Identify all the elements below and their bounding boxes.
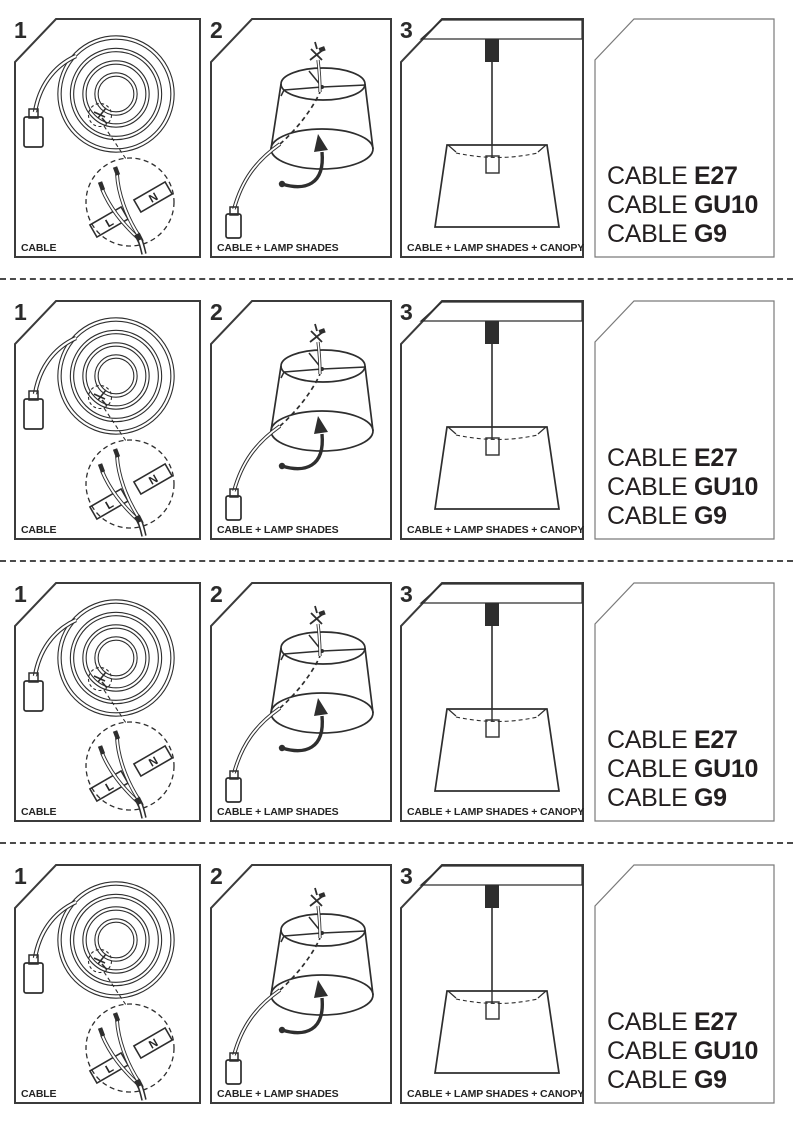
- step-number: 3: [400, 863, 413, 889]
- coiled-cable-drawing: [14, 300, 201, 540]
- panel-label: CABLE + LAMP SHADES + CANOPY: [407, 1088, 585, 1100]
- step-number: 1: [14, 17, 27, 43]
- cut-line-separator: [0, 842, 793, 844]
- step-number: 3: [400, 299, 413, 325]
- panel-cable: [14, 582, 201, 822]
- neutral-wire-tag-label: N: [147, 191, 161, 206]
- panel-canopy: [400, 300, 584, 540]
- live-wire-tag-label: L: [103, 1062, 116, 1077]
- assembly-row: [0, 18, 793, 258]
- variant-prefix: CABLE: [607, 726, 688, 754]
- panel-label: CABLE + LAMP SHADES + CANOPY: [407, 242, 585, 254]
- coiled-cable-drawing: [14, 18, 201, 258]
- step-number: 2: [210, 863, 223, 889]
- panel-label: CABLE: [21, 524, 57, 536]
- variant-code: G9: [693, 220, 727, 248]
- variant-line: [607, 726, 758, 755]
- variant-prefix: CABLE: [607, 784, 688, 812]
- panel-canopy: [400, 864, 584, 1104]
- variant-line: [607, 191, 758, 220]
- variant-line: [607, 755, 758, 784]
- variant-code: G9: [693, 1066, 727, 1094]
- variant-line: [607, 1066, 758, 1095]
- neutral-wire-tag-label: N: [147, 755, 161, 770]
- shade-threading-drawing: [210, 300, 392, 540]
- variant-code: GU10: [693, 1037, 759, 1065]
- shade-threading-drawing: [210, 18, 392, 258]
- variant-prefix: CABLE: [607, 502, 688, 530]
- panel-label: CABLE: [21, 1088, 57, 1100]
- coiled-cable-drawing: [14, 582, 201, 822]
- live-wire-tag-label: L: [103, 780, 116, 795]
- variant-code: G9: [693, 502, 727, 530]
- variant-prefix: CABLE: [607, 1008, 688, 1036]
- cable-variant-list: [607, 444, 758, 531]
- step-number: 3: [400, 581, 413, 607]
- variant-prefix: CABLE: [607, 191, 688, 219]
- variant-line: [607, 162, 758, 191]
- variant-code: GU10: [693, 755, 759, 783]
- variant-prefix: CABLE: [607, 755, 688, 783]
- panel-variants: [594, 18, 775, 258]
- hung-pendant-drawing: [400, 18, 584, 258]
- variant-line: [607, 1037, 758, 1066]
- panel-canopy: [400, 582, 584, 822]
- step-number: 2: [210, 17, 223, 43]
- variant-line: [607, 473, 758, 502]
- panel-canopy: [400, 18, 584, 258]
- canopy: [485, 321, 499, 344]
- variant-prefix: CABLE: [607, 220, 688, 248]
- panel-label: CABLE + LAMP SHADES: [217, 524, 339, 536]
- variant-line: [607, 502, 758, 531]
- assembly-row: [0, 300, 793, 540]
- cut-line-separator: [0, 560, 793, 562]
- step-number: 2: [210, 581, 223, 607]
- cut-line-separator: [0, 278, 793, 280]
- panel-label: CABLE: [21, 242, 57, 254]
- variant-prefix: CABLE: [607, 473, 688, 501]
- panel-label: CABLE + LAMP SHADES + CANOPY: [407, 806, 585, 818]
- shade-threading-drawing: [210, 582, 392, 822]
- variant-prefix: CABLE: [607, 162, 688, 190]
- panel-cable: [14, 18, 201, 258]
- variant-code: E27: [693, 1008, 738, 1036]
- variant-prefix: CABLE: [607, 1037, 688, 1065]
- variant-code: E27: [693, 726, 738, 754]
- panel-variants: [594, 582, 775, 822]
- neutral-wire-tag-label: N: [147, 473, 161, 488]
- variant-line: [607, 220, 758, 249]
- assembly-row: [0, 864, 793, 1104]
- assembly-row: [0, 582, 793, 822]
- variant-code: E27: [693, 162, 738, 190]
- panel-label: CABLE + LAMP SHADES: [217, 1088, 339, 1100]
- hung-pendant-drawing: [400, 582, 584, 822]
- panel-label: CABLE + LAMP SHADES: [217, 806, 339, 818]
- panel-variants: [594, 864, 775, 1104]
- cable-variant-list: [607, 726, 758, 813]
- canopy: [485, 603, 499, 626]
- live-wire-tag-label: L: [103, 216, 116, 231]
- panel-lamp-shades: [210, 300, 392, 540]
- variant-code: GU10: [693, 191, 759, 219]
- canopy: [485, 885, 499, 908]
- shade-threading-drawing: [210, 864, 392, 1104]
- cable-variant-list: [607, 1008, 758, 1095]
- panel-variants: [594, 300, 775, 540]
- step-number: 1: [14, 863, 27, 889]
- panel-cable: [14, 300, 201, 540]
- canopy: [485, 39, 499, 62]
- step-number: 1: [14, 581, 27, 607]
- step-number: 2: [210, 299, 223, 325]
- panel-label: CABLE + LAMP SHADES + CANOPY: [407, 524, 585, 536]
- step-number: 3: [400, 17, 413, 43]
- variant-code: E27: [693, 444, 738, 472]
- hung-pendant-drawing: [400, 300, 584, 540]
- variant-code: GU10: [693, 473, 759, 501]
- hung-pendant-drawing: [400, 864, 584, 1104]
- step-number: 1: [14, 299, 27, 325]
- coiled-cable-drawing: [14, 864, 201, 1104]
- panel-label: CABLE: [21, 806, 57, 818]
- cable-variant-list: [607, 162, 758, 249]
- variant-line: [607, 444, 758, 473]
- variant-line: [607, 784, 758, 813]
- panel-lamp-shades: [210, 582, 392, 822]
- panel-lamp-shades: [210, 864, 392, 1104]
- variant-line: [607, 1008, 758, 1037]
- panel-label: CABLE + LAMP SHADES: [217, 242, 339, 254]
- panel-cable: [14, 864, 201, 1104]
- neutral-wire-tag-label: N: [147, 1037, 161, 1052]
- panel-lamp-shades: [210, 18, 392, 258]
- variant-prefix: CABLE: [607, 444, 688, 472]
- variant-prefix: CABLE: [607, 1066, 688, 1094]
- variant-code: G9: [693, 784, 727, 812]
- live-wire-tag-label: L: [103, 498, 116, 513]
